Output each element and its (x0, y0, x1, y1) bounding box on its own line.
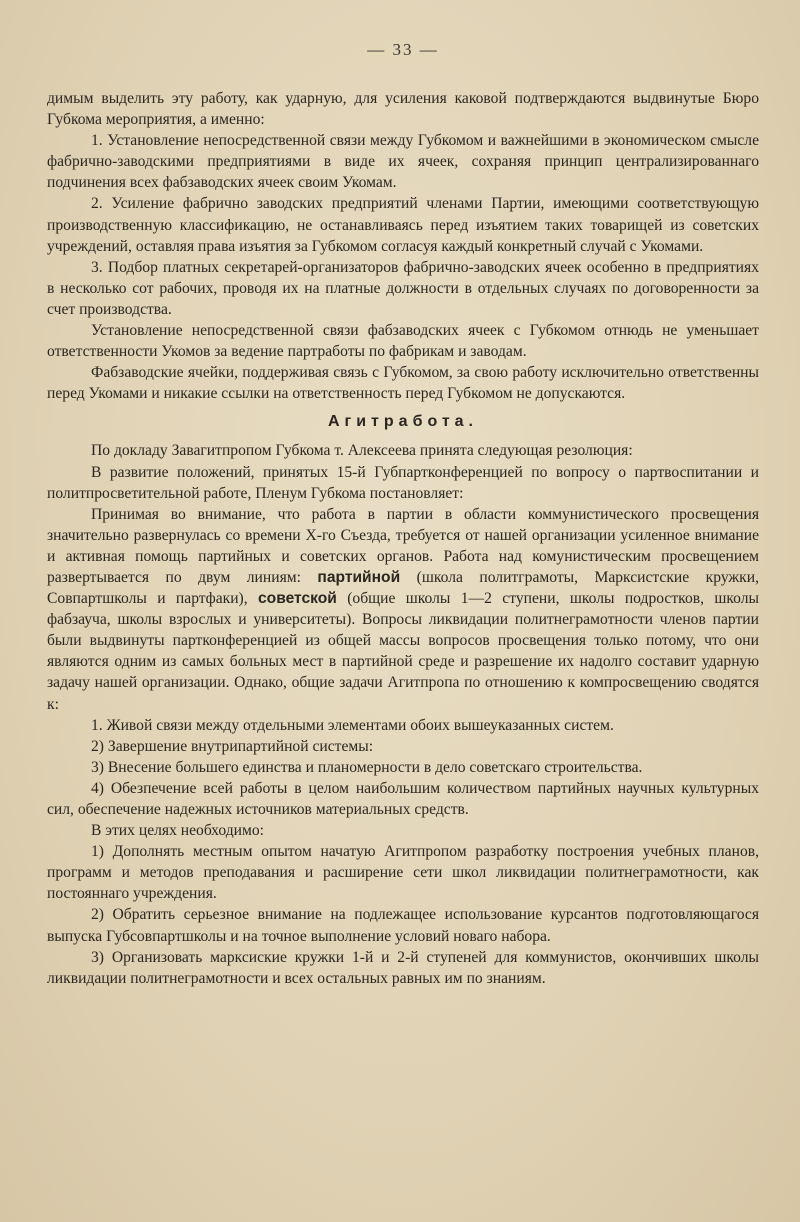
emphasis-term: советской (258, 590, 337, 608)
paragraph: По докладу Завагитпропом Губкома т. Алексеева принята следующая резолюция: (91, 442, 633, 460)
paragraph: димым выделить эту работу, как ударную, для усиления каковой подтверждаются выдвинутые Бюро Губкома мероприятия, а именно: (47, 90, 759, 129)
document-body (47, 88, 759, 989)
paragraph: 4) Обезпечение всей работы в целом наибольшим количеством партийных научных культурных сил, обеспечение надежных источников материальных средств. (47, 779, 759, 818)
paragraph: 2) Обратить серьезное внимание на подлежащее использование курсантов подготовляющагося выпуска Губсовпартшколы и на точное выполнение условий новаго набора. (47, 906, 759, 945)
paragraph: Установление непосредственной связи фабзаводских ячеек с Губкомом отнюдь не уменьшает ответственности Укомов за ведение партработы по фабрикам и заводам. (47, 322, 759, 361)
text-segment: (общие школы 1—2 ступени, школы подростков, школы фабзауча, школы взрослых и университеты). Вопросы ликвидации политнеграмотности членов партии были выдвинуты партконференцией из общей массы вопросов просвещения только потому, что они являются одним из самых больных мест в партийной среде и разрешение их надолго составит ударную задачу нашей организации. Однако, общие задачи Агитпропа по отношению к компросвещению сводятся к: (47, 590, 760, 713)
paragraph: В этих целях необходимо: (91, 822, 264, 840)
paragraph: 3) Внесение большего единства и планомерности в дело советскаго строительства. (91, 758, 643, 776)
paragraph: 3) Организовать марксиские кружки 1-й и 2-й ступеней для коммунистов, окончивших школы ликвидации политнеграмотности и всех остальных равных им по знаниям. (47, 948, 759, 987)
paragraph: 2) Завершение внутрипартийной системы: (91, 737, 374, 755)
section-heading: Агитработа. (328, 413, 478, 431)
paragraph: 1) Дополнять местным опытом начатую Агитпропом разработку построения учебных планов, программ и методов преподавания и расширение сети школ ликвидации политнеграмотности, как постояннаго учреждения. (47, 843, 759, 903)
paragraph: 1. Живой связи между отдельными элементами обоих вышеуказанных систем. (91, 716, 614, 734)
paragraph (47, 504, 759, 715)
paragraph: В развитие положений, принятых 15-й Губпартконференцией по вопросу о партвоспитании и политпросветительной работе, Пленум Губкома постановляет: (47, 463, 759, 502)
page-number: — 33 — (367, 40, 439, 59)
paragraph: 1. Установление непосредственной связи между Губкомом и важнейшими в экономическом смысле фабрично-заводскими предприятиями в виде их ячеек, сохраняя принцип централизированнаго подчинения всех фабзаводских ячеек своим Укомам. (47, 132, 759, 192)
text-segment: (школа политграмоты, Марксистские кружки, Совпартшколы и партфаки), (47, 568, 759, 608)
paragraph: 2. Усиление фабрично заводских предприятий членами Партии, имеющими соответствующую производственную классификацию, не останавливаясь перед изъятием таких товарищей из советских учреждений, оставляя права изъятия за Губкомом согласуя каждый конкретный случай с Укомами. (47, 195, 759, 255)
emphasis-term: партийной (317, 568, 401, 586)
paragraph: Фабзаводские ячейки, поддерживая связь с Губкомом, за свою работу исключительно ответственны перед Укомами и никакие ссылки на ответственность перед Губкомом не допускаются. (47, 364, 759, 403)
paragraph: 3. Подбор платных секретарей-организаторов фабрично-заводских ячеек особенно в предприятиях в несколько сот рабочих, проводя их на платные должности в отдельных случаях по договоренности за счет производства. (47, 258, 759, 318)
text-segment: Принимая во внимание, что работа в партии в области коммунистического просвещения значительно развернулась со времени Х-го Съезда, требуется от нашей организации усиленное внимание и активная помощь партийных и советских органов. Работа над комунистическим просвещением развертывается по двум линиям: (47, 505, 759, 586)
document-page (47, 40, 759, 989)
